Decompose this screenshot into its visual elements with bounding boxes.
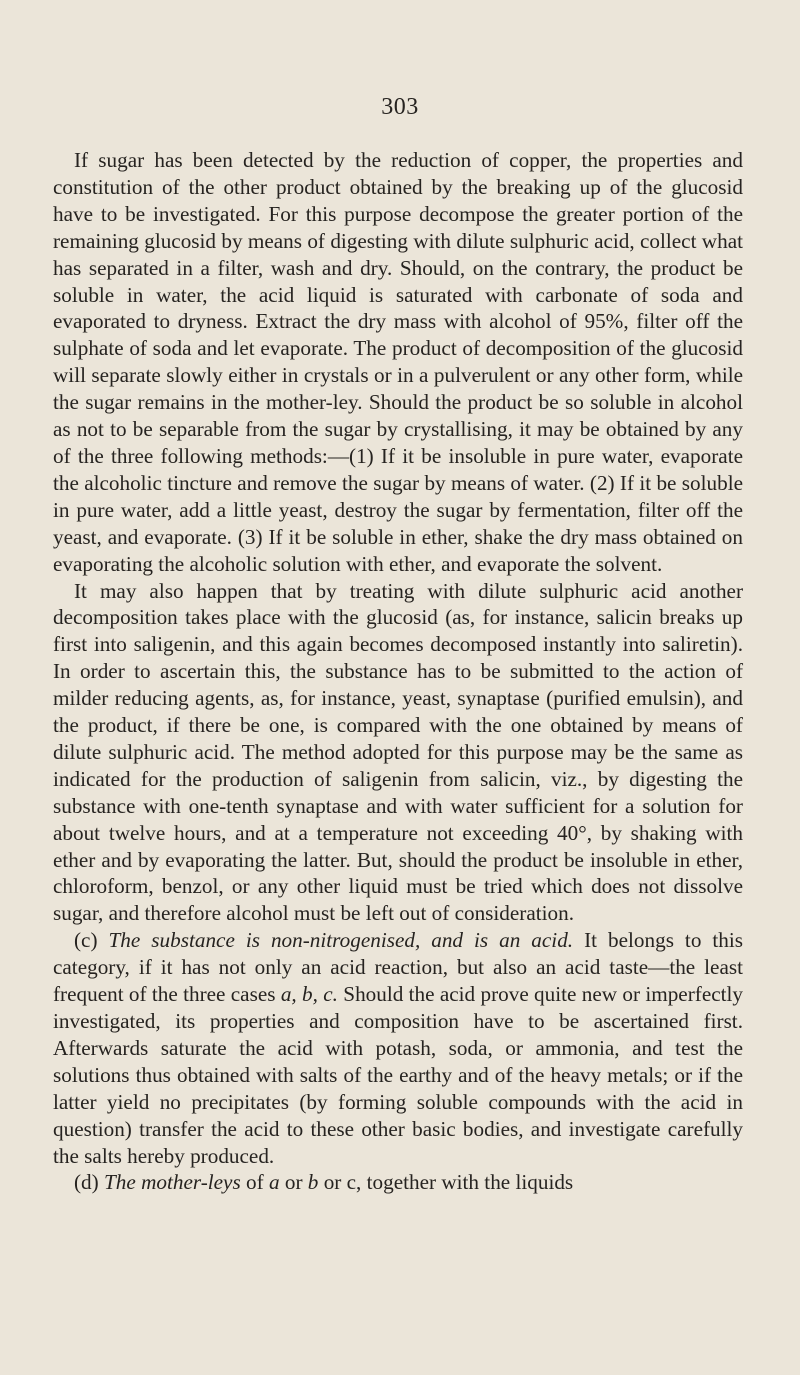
paragraph-section-c (53, 927, 743, 1169)
section-c-text-continued: Should the acid prove quite new or imperfectly investigated, its properties and composition have to be ascertained first. Afterwards saturate the acid with potash, soda, or ammonia, and test the solutions thus obtained with salts of the earthy and of the heavy metals; or if the latter yield no precipitates (by forming soluble compounds with the acid in question) transfer the acid to these other basic bodies, and investigate carefully the salts hereby produced. (53, 982, 743, 1168)
section-c-cases: a, b, c. (280, 982, 338, 1007)
section-d-b: b (307, 1170, 319, 1195)
body-text (53, 147, 743, 1196)
paragraph-other-decomposition: It may also happen that by treating with dilute sulphuric acid another decomposition takes place with the glucosid (as, for instance, salicin breaks up first into saligenin, and this again becomes decomposed instantly into saliretin). In order to ascertain this, the substance has to be submitted to the action of milder reducing agents, as, for instance, yeast, synaptase (purified emulsin), and the product, if there be one, is compared with the one obtained by means of dilute sulphuric acid. The method adopted for this purpose may be the same as indicated for the production of saligenin from salicin, viz., by digesting the substance with one-tenth synaptase and with water sufficient for a solution for about twelve hours, and at a temperature not exceeding 40°, by shaking with ether and by evaporating the latter. But, should the product be insoluble in ether, chloroform, benzol, or any other liquid must be tried which does not dissolve sugar, and therefore alcohol must be left out of consideration. (53, 578, 743, 926)
section-c-label: (c) (74, 928, 98, 953)
section-c-text: It belongs to this category, if it has not only an acid reaction, but also an acid taste—the least frequent of the three cases (53, 928, 744, 1007)
section-d-a: a (268, 1170, 280, 1195)
paragraph-sugar-detected: If sugar has been detected by the reduction of copper, the properties and constitution of the other product obtained by the breaking up of the glucosid have to be investigated. For this purpose decompose the greater portion of the remaining glucosid by means of digesting with dilute sulphuric acid, collect what has separated in a filter, wash and dry. Should, on the contrary, the product be soluble in water, the acid liquid is saturated with carbonate of soda and evaporated to dryness. Extract the dry mass with alcohol of 95%, filter off the sulphate of soda and let evaporate. The product of decomposition of the glucosid will separate slowly either in crystals or in a pulverulent or any other form, while the sugar remains in the mother-ley. Should the product be so soluble in alcohol as not to be separable from the sugar by crystallising, it may be obtained by any of the three following methods:—(1) If it be insoluble in pure water, evaporate the alcoholic tincture and remove the sugar by means of water. (2) If it be soluble in pure water, add a little yeast, destroy the sugar by fermentation, filter off the yeast, and evaporate. (3) If it be soluble in ether, shake the dry mass obtained on evaporating the alcoholic solution with ether, and evaporate the solvent. (53, 148, 743, 576)
section-d-or: or (284, 1170, 303, 1195)
section-d-of: of (246, 1170, 264, 1195)
section-d-heading: The mother-leys (104, 1170, 241, 1195)
page-number: 303 (381, 94, 419, 120)
section-d-text: or c, together with the liquids (323, 1170, 574, 1195)
section-d-label: (d) (74, 1170, 99, 1195)
paragraph-section-d (53, 1169, 743, 1196)
section-c-heading: The substance is non-nitrogenised, and is an acid. (108, 928, 574, 953)
